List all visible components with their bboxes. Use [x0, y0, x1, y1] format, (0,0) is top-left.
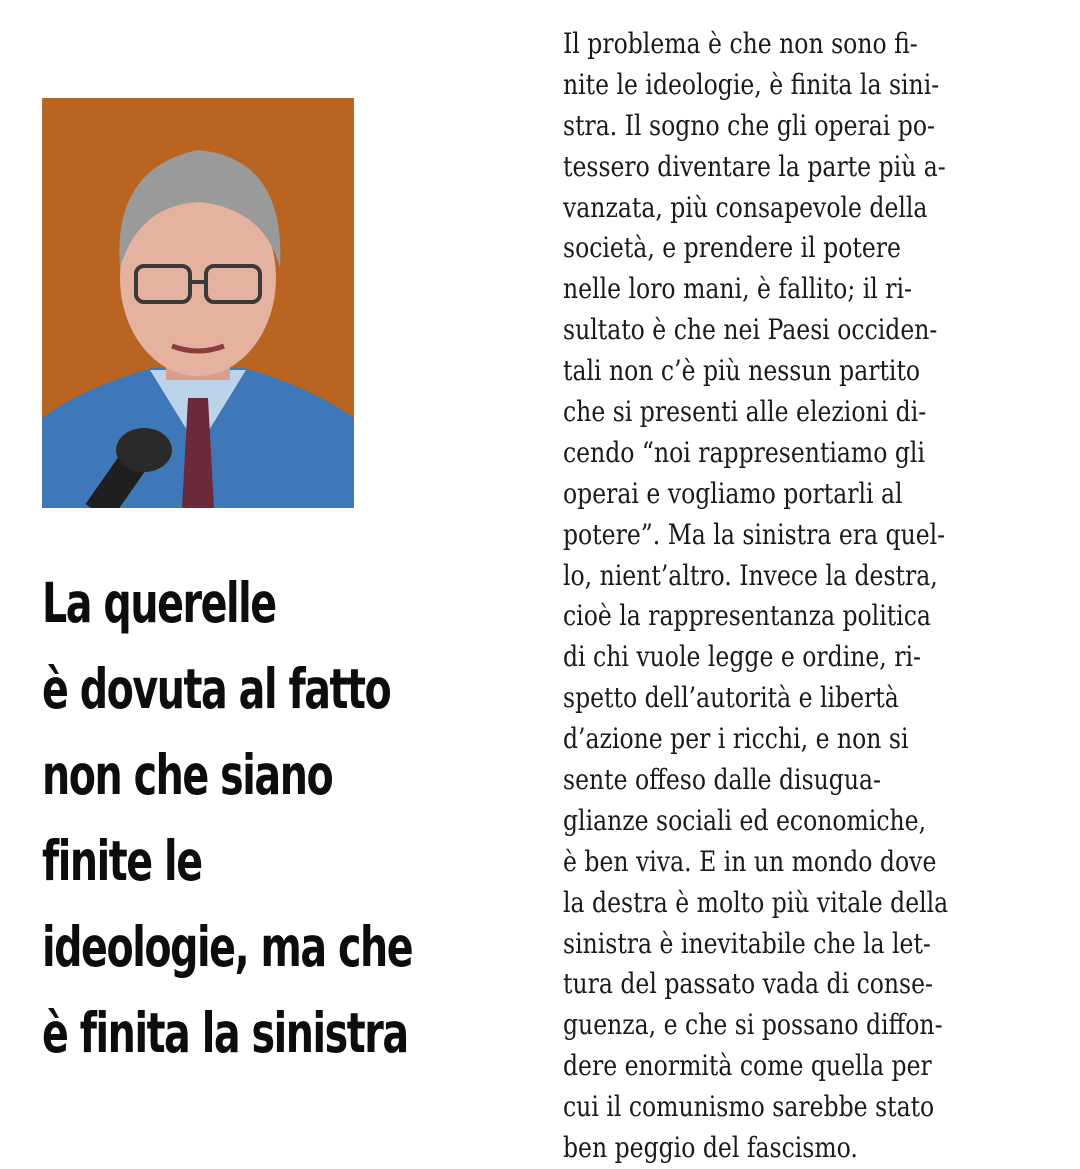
article-line: glianze sociali ed economiche,	[563, 803, 927, 837]
article-line: cui il comunismo sarebbe stato	[563, 1090, 935, 1124]
article-line: dere enormità come quella per	[563, 1049, 932, 1083]
article-line: stra. Il sogno che gli operai po-	[563, 108, 935, 142]
portrait-illustration	[42, 98, 354, 508]
pull-quote-line: è dovuta al fatto	[42, 657, 391, 721]
article-line: spetto dell’autorità e libertà	[563, 681, 899, 715]
article-line: guenza, e che si possano diffon-	[563, 1008, 943, 1042]
article-line: cendo “noi rappresentiamo gli	[563, 435, 925, 469]
article-line: è ben viva. E in un mondo dove	[563, 844, 937, 878]
pull-quote-line: ideologie, ma che	[42, 915, 413, 979]
article-line: d’azione per i ricchi, e non si	[563, 722, 909, 756]
article-line: la destra è molto più vitale della	[563, 885, 949, 919]
pull-quote-line: La querelle	[42, 571, 276, 635]
article-line: nite le ideologie, è finita la sini-	[563, 67, 940, 101]
article-line: operai e vogliamo portarli al	[563, 476, 903, 510]
pull-quote-line: è finita la sinistra	[42, 1001, 408, 1065]
article-line: sinistra è inevitabile che la let-	[563, 926, 931, 960]
article-line: nelle loro mani, è fallito; il ri-	[563, 272, 912, 306]
article-line: ben peggio del fascismo.	[563, 1131, 858, 1165]
article-line: tura del passato vada di conse-	[563, 967, 933, 1001]
article-line: vanzata, più consapevole della	[563, 190, 928, 224]
article-line: sultato è che nei Paesi occiden-	[563, 313, 938, 347]
article-body	[563, 24, 1043, 1169]
pull-quote-line: non che siano	[42, 743, 333, 807]
article-line: cioè la rappresentanza politica	[563, 599, 931, 633]
article-line: sente offeso dalle disugua-	[563, 763, 881, 797]
article-line: potere”. Ma la sinistra era quel-	[563, 517, 946, 551]
article-line: società, e prendere il potere	[563, 231, 901, 265]
article-line: lo, nient’altro. Invece la destra,	[563, 558, 938, 592]
article-line: che si presenti alle elezioni di-	[563, 395, 927, 429]
pull-quote	[42, 560, 442, 1076]
article-line: Il problema è che non sono fi-	[563, 27, 918, 60]
pull-quote-line: finite le	[42, 829, 202, 893]
portrait-photo	[42, 98, 354, 508]
article-line: tessero diventare la parte più a-	[563, 149, 946, 183]
article-line: tali non c’è più nessun partito	[563, 354, 921, 388]
article-line: di chi vuole legge e ordine, ri-	[563, 640, 921, 674]
